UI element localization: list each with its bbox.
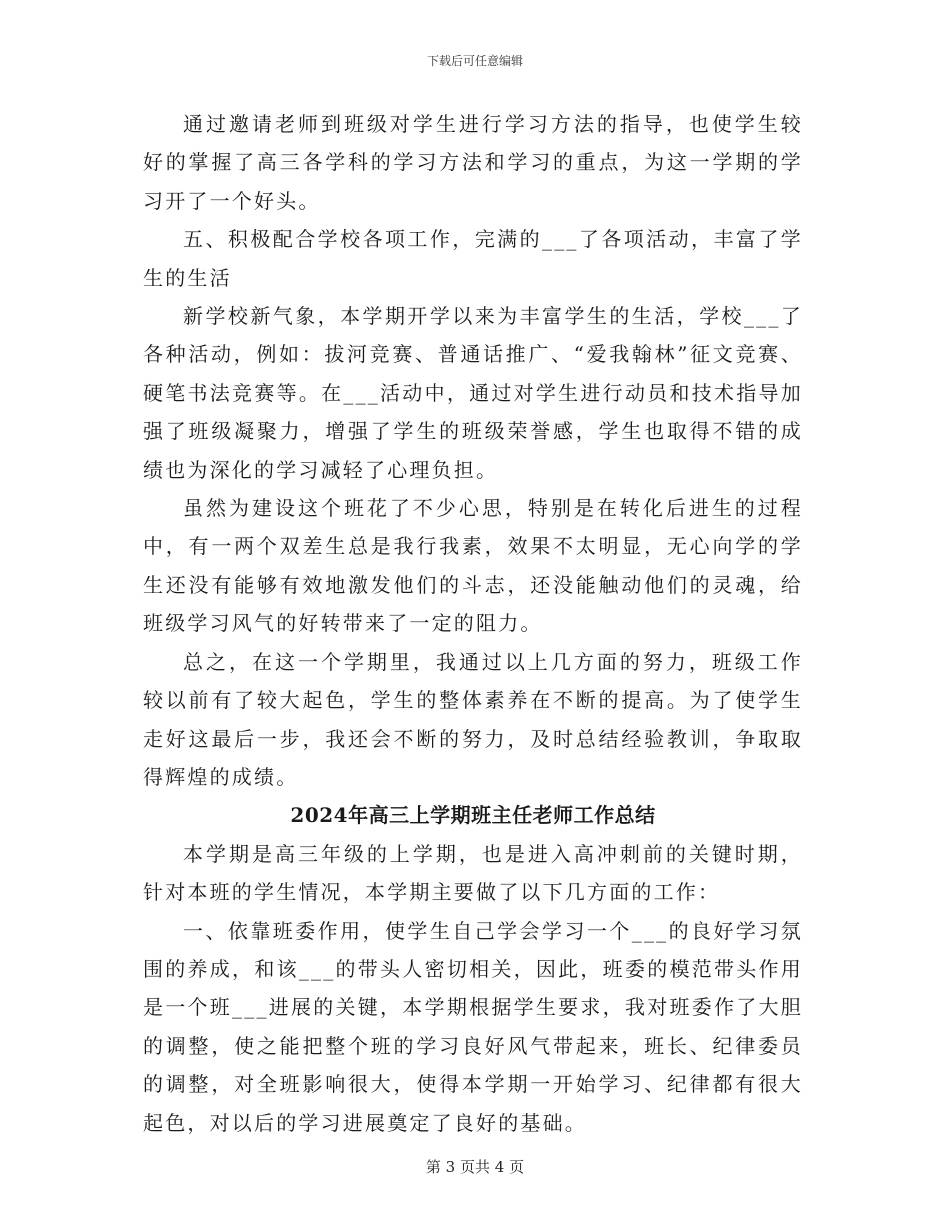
section-title: 2024年高三上学期班主任老师工作总结 — [290, 803, 656, 828]
page-header-note: 下载后可任意编辑 — [426, 54, 523, 68]
paragraph-class-committee: 一、依靠班委作用，使学生自己学会学习一个___的良好学习氛围的养成，和该___的带头人密切相关，因此，班委的模范带头作用是一个班___进展的关键，本学期根据学生要求，我对班委作了大胆的调整，使之能把整个班的学习良好风气带起来，班长、纪律委员的调整，对全班影响很大，使得本学期一开始学习、纪律都有很大起色，对以后的学习进展奠定了良好的基础。 — [143, 918, 803, 1135]
paragraph-activities: 新学校新气象，本学期开学以来为丰富学生的生活，学校___了各种活动，例如：拔河竞赛、普通话推广、“爱我翰林”征文竞赛、硬笔书法竞赛等。在___活动中，通过对学生进行动员和技术指导加强了班级凝聚力，增强了学生的班级荣誉感，学生也取得不错的成绩也为深化的学习减轻了心理负担。 — [143, 304, 803, 482]
document-body — [143, 105, 803, 1142]
paragraph-conclusion: 总之，在这一个学期里，我通过以上几方面的努力，班级工作较以前有了较大起色，学生的整体素养在不断的提高。为了使学生走好这最后一步，我还会不断的努力，及时总结经验教训，争取取得辉煌的成绩。 — [143, 649, 803, 789]
paragraph-method-guidance: 通过邀请老师到班级对学生进行学习方法的指导，也使学生较好的掌握了高三各学科的学习方法和学习的重点，为这一学期的学习开了一个好头。 — [143, 112, 803, 213]
paragraph-intro: 本学期是高三年级的上学期，也是进入高冲刺前的关键时期，针对本班的学生情况，本学期主要做了以下几方面的工作： — [143, 841, 803, 905]
page-number: 第 3 页共 4 页 — [425, 1158, 525, 1176]
paragraph-difficulties: 虽然为建设这个班花了不少心思，特别是在转化后进生的过程中，有一两个双差生总是我行我素，效果不太明显，无心向学的学生还没有能够有效地激发他们的斗志，还没能触动他们的灵魂，给班级学习风气的好转带来了一定的阻力。 — [143, 496, 803, 636]
paragraph-section-five-title: 五、积极配合学校各项工作，完满的___了各项活动，丰富了学生的生活 — [143, 227, 803, 290]
